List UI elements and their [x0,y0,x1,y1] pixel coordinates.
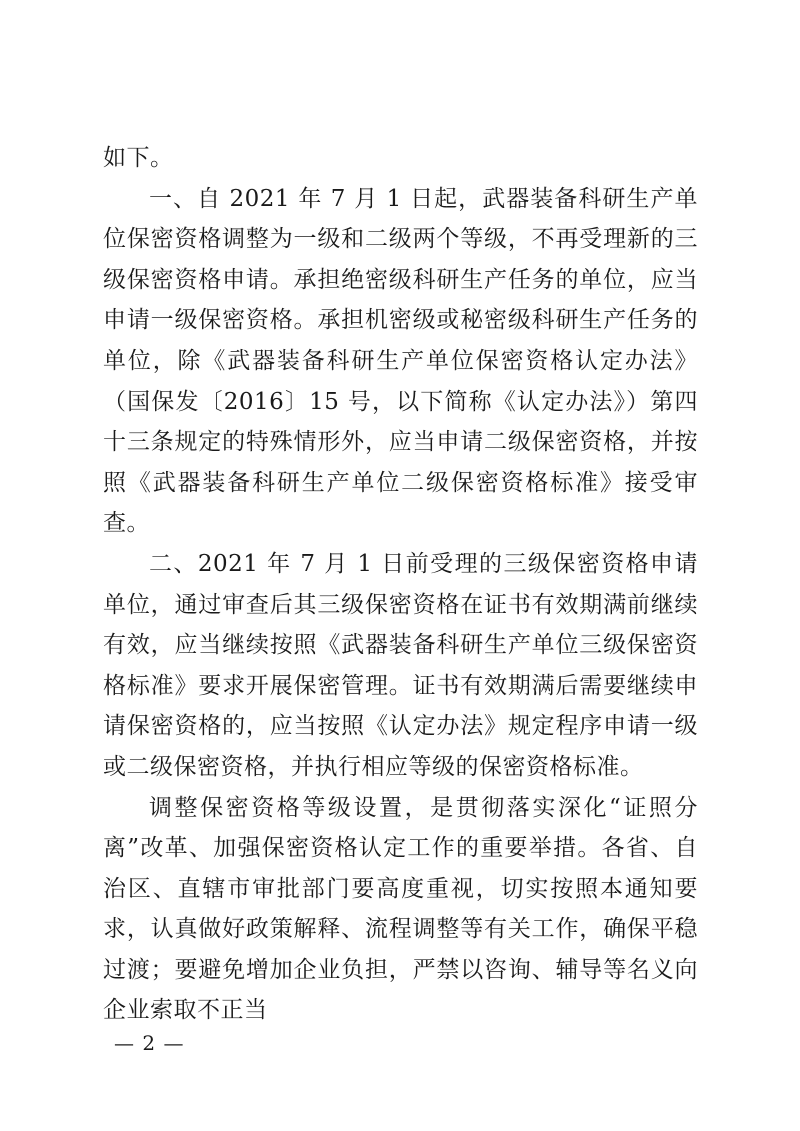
paragraph-closing: 调整保密资格等级设置，是贯彻落实深化“证照分离”改革、加强保密资格认定工作的重要举措。各省、自治区、直辖市审批部门要高度重视，切实按照本通知要求，认真做好政策解释、流程调整等有关工作，确保平稳过渡；要避免增加企业负担，严禁以咨询、辅导等名义向企业索取不正当 [103,794,698,1024]
paragraph-item-two: 二、2021 年 7 月 1 日前受理的三级保密资格申请单位，通过审查后其三级保密资格在证书有效期满前继续有效，应当继续按照《武器装备科研生产单位三级保密资格标准》要求开展保密管理。证书有效期满后需要继续申请保密资格的，应当按照《认定办法》规定程序申请一级或二级保密资格，并执行相应等级的保密资格标准。 [103,550,698,780]
body-text [103,138,698,1031]
page-number: — 2 — [114,1031,185,1055]
paragraph-continuation: 如下。 [103,145,174,171]
paragraph-item-one: 一、自 2021 年 7 月 1 日起，武器装备科研生产单位保密资格调整为一级和二级两个等级，不再受理新的三级保密资格申请。承担绝密级科研生产任务的单位，应当申请一级保密资格。承担机密级或秘密级科研生产任务的单位，除《武器装备科研生产单位保密资格认定办法》（国保发〔2016〕15 号，以下简称《认定办法》）第四十三条规定的特殊情形外，应当申请二级保密资格，并按照《武器装备科研生产单位二级保密资格标准》接受审查。 [103,185,698,537]
